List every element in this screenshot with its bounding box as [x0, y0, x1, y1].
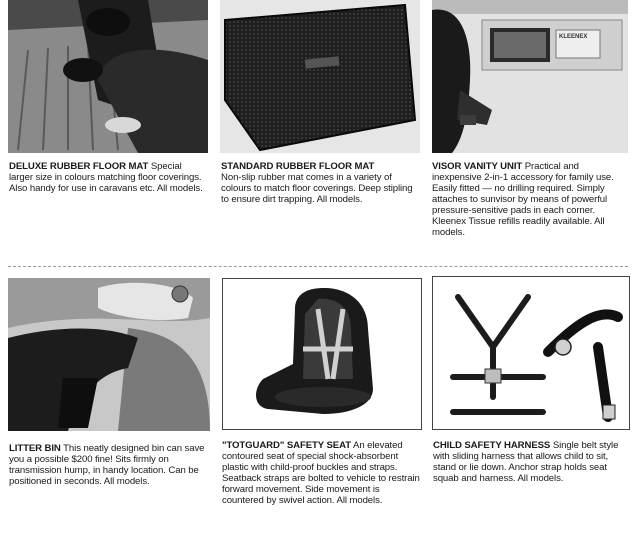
product-title: LITTER BIN	[9, 443, 61, 454]
totguard-seat-photo	[222, 278, 422, 430]
deluxe-floor-mat-photo	[8, 0, 208, 153]
product-litter-bin	[9, 443, 209, 487]
product-description: Single belt style with sliding harness that allows child to sit, stand or lie down. Anchor strap holds seat squab and harness. All models.	[433, 440, 619, 484]
visor-box-label: KLEENEX	[559, 34, 588, 40]
litter-bin-photo	[8, 278, 210, 431]
product-deluxe-floor-mat	[9, 161, 207, 194]
product-description: Non-slip rubber mat comes in a variety of colours to match floor coverings. Deep stipling to ensure dirt trapping. All models.	[221, 172, 413, 205]
product-title: STANDARD RUBBER FLOOR MAT	[221, 161, 375, 172]
section-divider	[8, 266, 628, 267]
product-description: Practical and inexpensive 2-in-1 accessory for family use. Easily fitted — no drilling required. Simply attaches to sunvisor by means of powerful pressure-sensitive pads in each corner. Kleenex Tissue refills readily available. All models.	[432, 161, 614, 238]
product-description: Special larger size in colours matching floor coverings. Also handy for use in caravans etc. All models.	[9, 161, 203, 194]
child-harness-photo	[432, 276, 630, 430]
visor-vanity-photo	[432, 0, 628, 153]
standard-floor-mat-photo	[220, 0, 420, 153]
product-totguard-safety-seat	[222, 440, 420, 506]
product-standard-floor-mat	[221, 161, 417, 205]
product-title: CHILD SAFETY HARNESS	[433, 440, 551, 451]
product-visor-vanity-unit	[432, 161, 628, 238]
product-child-safety-harness	[433, 440, 628, 484]
product-description: An elevated contoured seat of special shock-absorbent plastic with child-proof buckles and straps. Seatback straps are bolted to vehicle to restrain forward movement. Side movement is countered by swivel action. All models.	[222, 440, 420, 506]
product-title: "TOTGUARD" SAFETY SEAT	[222, 440, 351, 451]
product-description: This neatly designed bin can save you a possible $200 fine! Sits firmly on transmission hump, in handy location. Can be positioned in seconds. All models.	[9, 443, 205, 487]
product-title: DELUXE RUBBER FLOOR MAT	[9, 161, 149, 172]
product-title: VISOR VANITY UNIT	[432, 161, 523, 172]
